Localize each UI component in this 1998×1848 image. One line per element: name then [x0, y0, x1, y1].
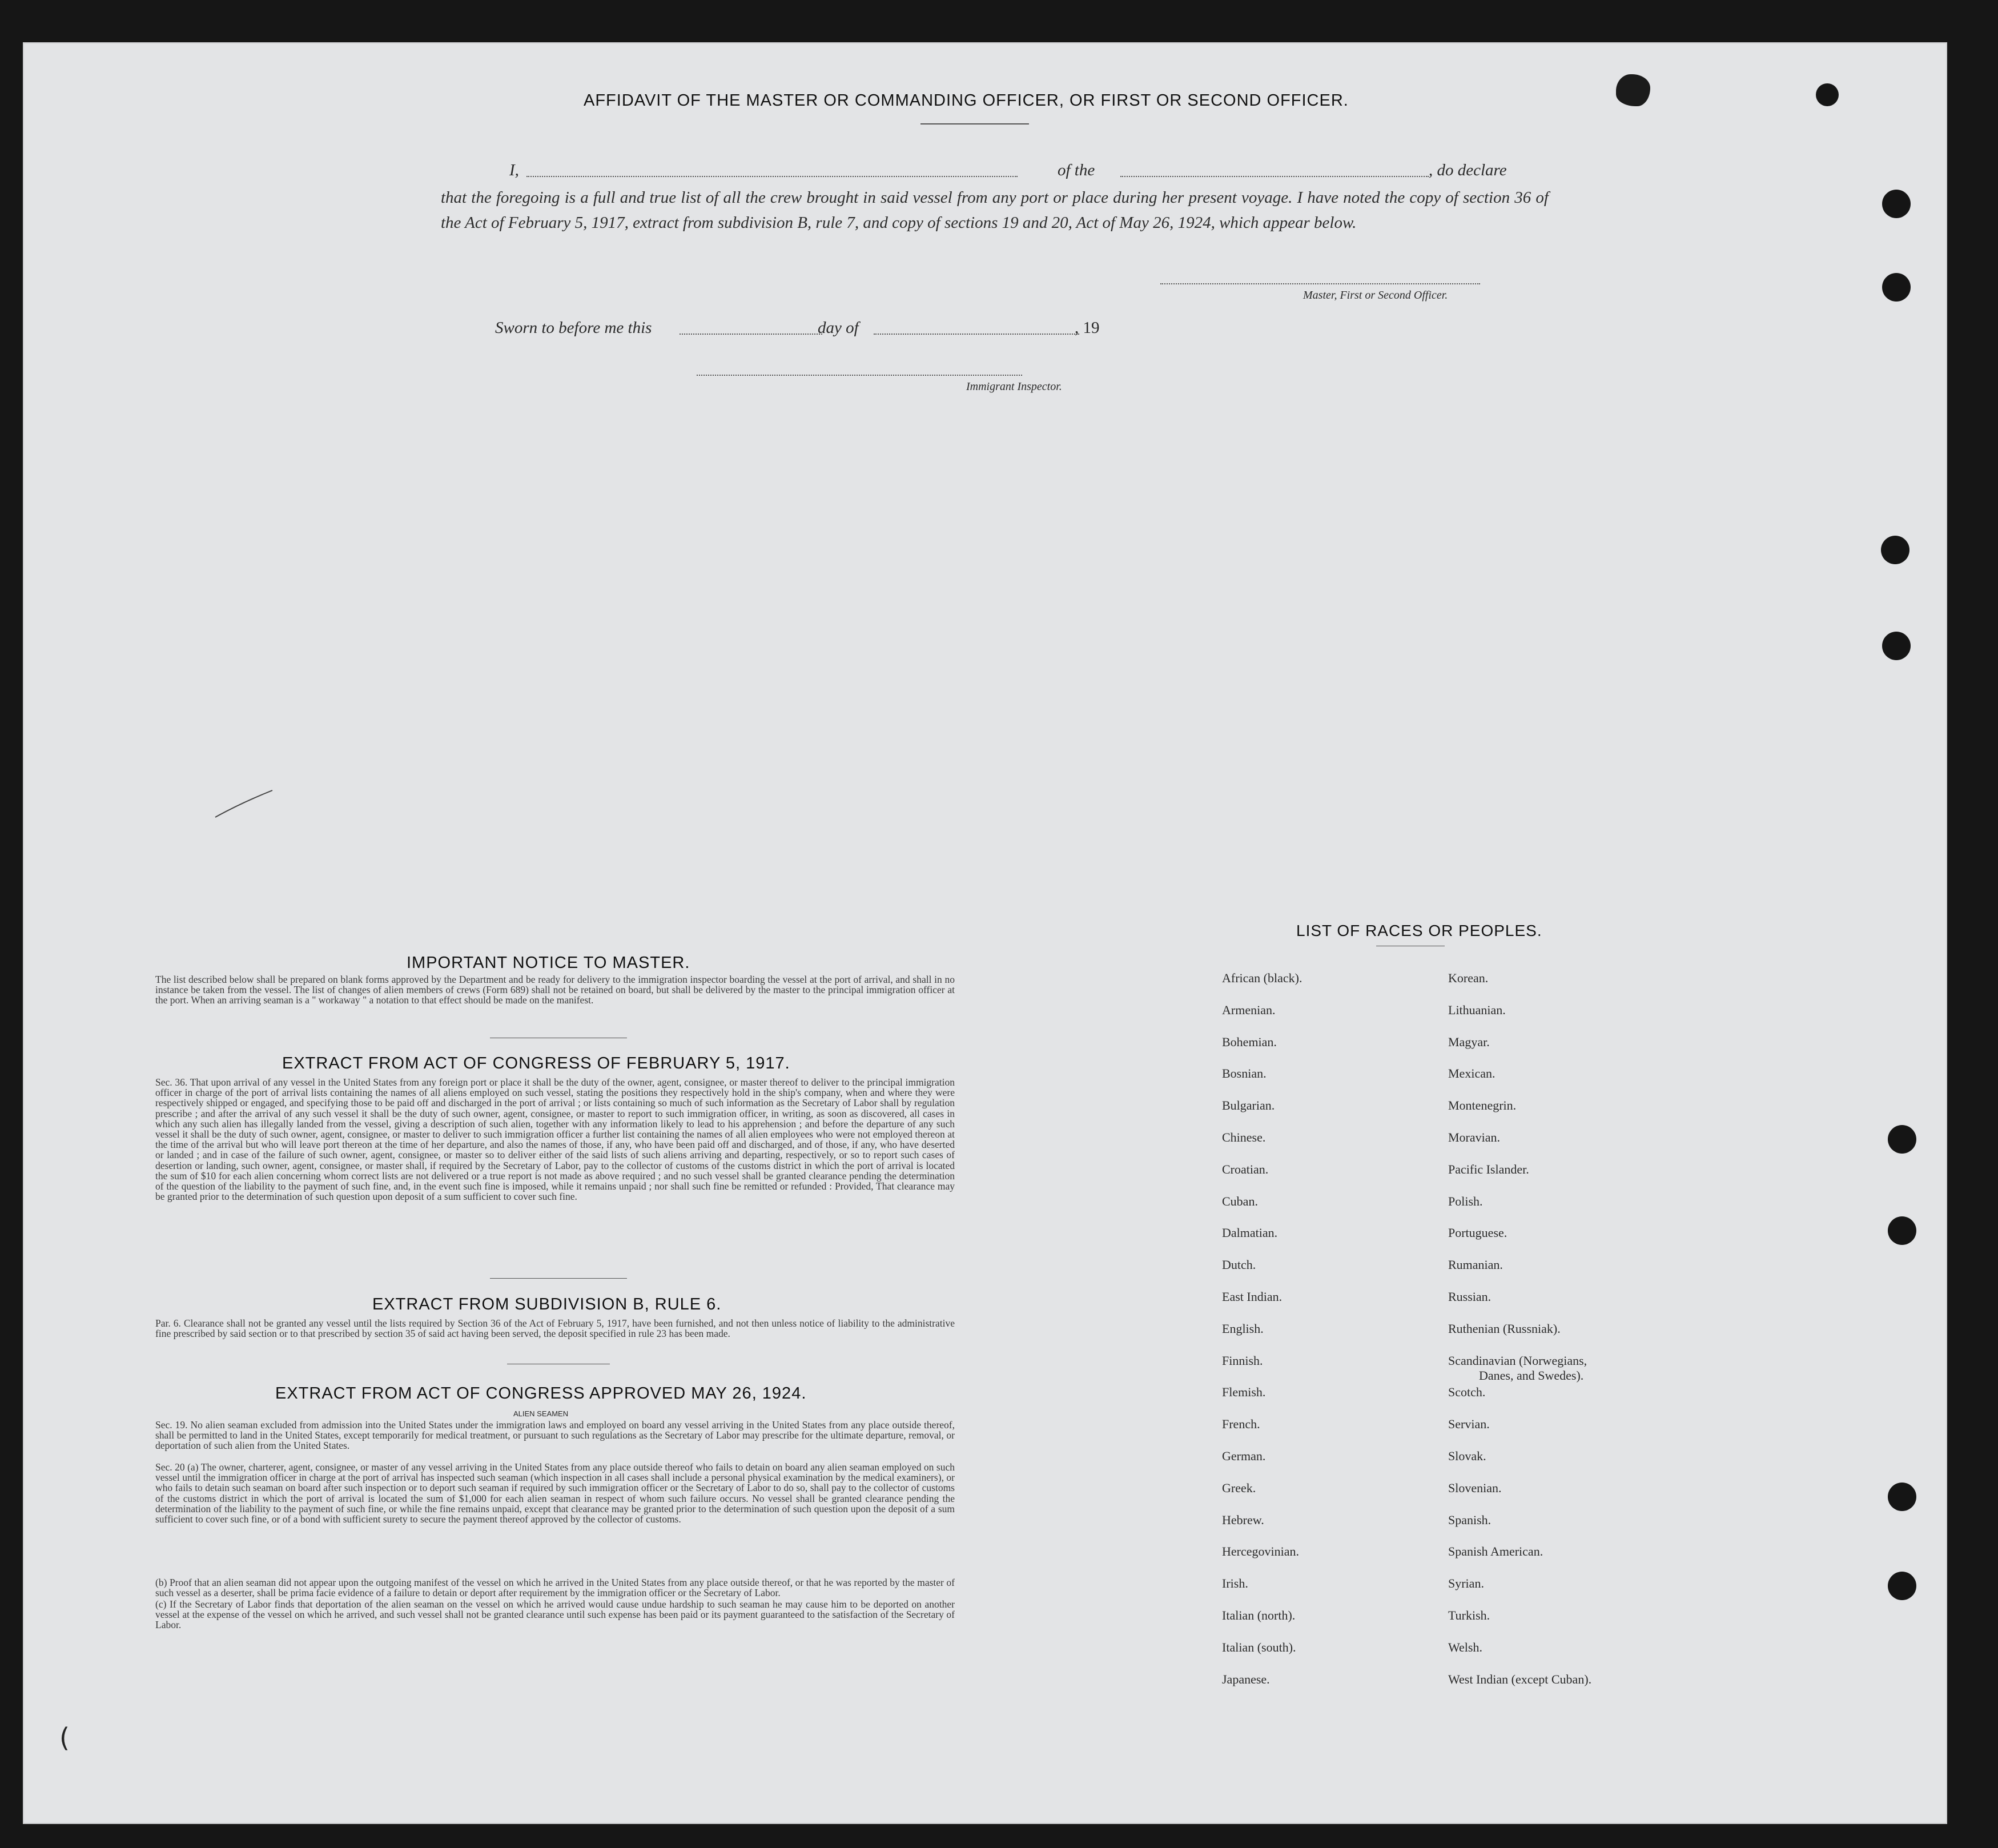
- title-divider: [920, 123, 1029, 124]
- binder-hole: [1888, 1483, 1916, 1511]
- race-item: Irish.: [1222, 1576, 1248, 1590]
- race-item: Scandinavian (Norwegians,: [1448, 1353, 1587, 1368]
- ink-blot: [1616, 74, 1650, 106]
- race-item: Montenegrin.: [1448, 1098, 1517, 1112]
- race-item: Mexican.: [1448, 1066, 1496, 1080]
- race-item: Scotch.: [1448, 1385, 1486, 1399]
- sec19-text: Sec. 19. No alien seaman excluded from admission into the United States under the immigration laws and employed on board any vessel arriving in the United States from any place outside thereof, shall be permitted to land in the United States, except temporarily for medical treatment, or pursuant to such regulations as the Secretary of Labor may prescribe for the ultimate departure, removal, or deportation of such alien from the United States.: [155, 1419, 955, 1452]
- signature-label: Master, First or Second Officer.: [1303, 289, 1448, 302]
- declarant-line: [509, 161, 519, 180]
- alien-seamen-subtitle: ALIEN SEAMEN: [513, 1409, 569, 1418]
- race-item: African (black).: [1222, 971, 1302, 985]
- binder-hole: [1882, 273, 1911, 302]
- extract-1917-body: Sec. 36. That upon arrival of any vessel in the United States from any foreign port or place it shall be the duty of the owner, agent, consignee, or master thereof to deliver to the principal immigration officer in charge of the port of arrival lists containing the names of all aliens employed on such vessel, stating the positions they respectively hold in the ship's company, when and where they were respectively shipped or engaged, and specifying those to be paid off and discharged in the port of arrival ; or lists containing so much of such information as the Secretary of Labor shall by regulation prescribe ; and after the arrival of any such vessel it shall be the duty of such owner, agent, consignee, or master to report to such immigration officer, in writing, as soon as discovered, all cases in which any such alien has illegally landed from the vessel, giving a description of such alien, together with any information likely to lead to his apprehension ; and before the departure of any such vessel it shall be the duty of such owner, agent, consignee, or master to deliver to such immigration officer a further list containing the names of all alien employees who were not employed thereon at the time of the arrival but who will leave port thereon at the time of her departure, and also the names of those, if any, who have been paid off and discharged, and of those, if any, who have deserted or landed ; and in case of the failure of such owner, agent, consignee, or master so to deliver either of the said lists of such aliens arriving and departing, respectively, or so to report such cases of desertion or landing, such owner, agent, consignee, or master shall, if required by the Secretary of Labor, pay to the collector of customs of the customs district in which the port of arrival is located the sum of $10 for each alien concerning whom correct lists are not delivered or a true report is not made as above required ; and no such vessel shall be granted clearance pending the determination of the question of the liability to the payment of such fine, and, in the event such fine is imposed, while it remains unpaid ; nor shall such fine be remitted or refunded : Provided, That clearance may be granted prior to the determination of such question upon deposit of a sum sufficient to cover such fine.: [155, 1076, 955, 1203]
- race-item: Armenian.: [1222, 1003, 1276, 1017]
- race-item: Lithuanian.: [1448, 1003, 1506, 1017]
- extract-1917-divider: [490, 1278, 627, 1279]
- day-of-label: day of: [818, 319, 859, 337]
- race-item: Hercegovinian.: [1222, 1544, 1299, 1558]
- sworn-label: Sworn to before me this: [495, 319, 652, 337]
- inspector-label: Immigrant Inspector.: [966, 380, 1062, 393]
- race-item: Welsh.: [1448, 1640, 1482, 1654]
- race-item: Japanese.: [1222, 1672, 1270, 1686]
- scandinavian-continuation: Danes, and Swedes).: [1479, 1368, 1584, 1383]
- race-item: Cuban.: [1222, 1194, 1258, 1208]
- extract-1917-title: EXTRACT FROM ACT OF CONGRESS OF FEBRUARY 5, 1917.: [282, 1054, 790, 1072]
- pen-stroke-mark: [212, 786, 275, 820]
- document-page: [23, 42, 1947, 1824]
- race-item: Spanish American.: [1448, 1544, 1543, 1558]
- binder-hole: [1888, 1572, 1916, 1600]
- extract-rule6-title: EXTRACT FROM SUBDIVISION B, RULE 6.: [372, 1295, 722, 1313]
- binder-hole: [1882, 632, 1911, 660]
- sec20a-text: Sec. 20 (a) The owner, charterer, agent, consignee, or master of any vessel arriving in the United States from any place outside thereof who fails to detain on board any alien seaman employed on such vessel until the immigration officer in charge at the port of arrival has inspected such seaman (which inspection in all cases shall include a personal physical examination by the medical examiners), or who fails to detain such seaman on board after such inspection or to deport such seaman if required by such immigration officer or the Secretary of Labor to do so, shall pay to the collector of customs of the customs district in which the port of arrival is located the sum of $1,000 for each alien seaman in respect of whom such failure occurs. No vessel shall be granted clearance pending the determination of the liability to the payment of such fine, or while the fine remains unpaid, except that clearance may be granted prior to the determination of such question upon the deposit of a sum sufficient to cover such fine, or of a bond with sufficient surety to secure the payment thereof approved by the collector of customs.: [155, 1461, 955, 1525]
- race-item: Italian (north).: [1222, 1608, 1296, 1622]
- race-item: Pacific Islander.: [1448, 1162, 1529, 1176]
- year-label: , 19: [1075, 319, 1100, 337]
- race-item: Croatian.: [1222, 1162, 1269, 1176]
- race-item: French.: [1222, 1417, 1260, 1431]
- do-declare-label: , do declare: [1429, 161, 1507, 179]
- race-item: West Indian (except Cuban).: [1448, 1672, 1592, 1686]
- race-item: Spanish.: [1448, 1513, 1492, 1527]
- race-item: Korean.: [1448, 971, 1489, 985]
- race-item: Finnish.: [1222, 1353, 1263, 1368]
- race-item: Flemish.: [1222, 1385, 1266, 1399]
- race-item: Italian (south).: [1222, 1640, 1296, 1654]
- race-item: Portuguese.: [1448, 1226, 1507, 1240]
- sec20b-text: (b) Proof that an alien seaman did not appear upon the outgoing manifest of the vessel on which he arrived in the United States from any place outside thereof, or that he was reported by the master of such vessel as a deserter, shall be prima facie evidence of a failure to detain or deport after requirement by the immigration officer or the Secretary of Labor.: [155, 1577, 955, 1599]
- race-item: Russian.: [1448, 1289, 1492, 1304]
- extract-rule6-body: Par. 6. Clearance shall not be granted any vessel until the lists required by Section 36 of the Act of February 5, 1917, have been furnished, and not then unless notice of liability to the administrative fine prescribed by said section or to that prescribed by section 35 of said act having been served, the deposit specified in rule 23 has been made.: [155, 1317, 955, 1340]
- race-item: Slovak.: [1448, 1449, 1486, 1463]
- sworn-month-blank: [874, 334, 1079, 335]
- race-item: German.: [1222, 1449, 1266, 1463]
- notice-title: IMPORTANT NOTICE TO MASTER.: [407, 954, 690, 972]
- sworn-day-blank: [680, 334, 822, 335]
- sec20c-text: (c) If the Secretary of Labor finds that deportation of the alien seaman on the vessel on which he arrived would cause undue hardship to such seaman he may cause him to be deported on another vessel at the expense of the vessel on which he arrived, and such vessel shall not be granted clearance until such expense has been paid or its payment guaranteed to the satisfaction of the Secretary of Labor.: [155, 1598, 955, 1631]
- notice-body: The list described below shall be prepared on blank forms approved by the Department and be ready for delivery to the immigration inspector boarding the vessel at the port of arrival, and shall in no instance be taken from the vessel. The list of changes of alien members of crews (Form 689) shall not be retained on board, but shall be delivered by the master to the principal immigration officer at the port. When an arriving seaman is a " workaway " a notation to that effect should be made on the manifest.: [155, 974, 955, 1006]
- extract-1924-title: EXTRACT FROM ACT OF CONGRESS APPROVED MAY 26, 1924.: [275, 1384, 807, 1403]
- binder-hole: [1882, 190, 1911, 218]
- race-item: Dutch.: [1222, 1258, 1256, 1272]
- race-item: Rumanian.: [1448, 1258, 1503, 1272]
- binder-hole: [1888, 1216, 1916, 1245]
- race-item: Bohemian.: [1222, 1035, 1277, 1049]
- race-item: Servian.: [1448, 1417, 1490, 1431]
- of-the-label: of the: [1058, 161, 1095, 179]
- race-item: Polish.: [1448, 1194, 1483, 1208]
- race-item: Moravian.: [1448, 1130, 1501, 1144]
- race-item: East Indian.: [1222, 1289, 1283, 1304]
- binder-hole: [1881, 536, 1909, 564]
- race-item: Bulgarian.: [1222, 1098, 1275, 1112]
- binder-hole: [1816, 83, 1839, 106]
- race-item: Syrian.: [1448, 1576, 1484, 1590]
- i-label: I,: [509, 161, 519, 179]
- race-item: Hebrew.: [1222, 1513, 1264, 1527]
- race-item: Ruthenian (Russniak).: [1448, 1321, 1561, 1336]
- races-title: LIST OF RACES OR PEOPLES.: [1296, 922, 1542, 939]
- race-item: Magyar.: [1448, 1035, 1490, 1049]
- race-item: Dalmatian.: [1222, 1226, 1278, 1240]
- race-item: Bosnian.: [1222, 1066, 1267, 1080]
- inspector-signature-blank: [697, 375, 1022, 376]
- declaration-text: that the foregoing is a full and true list of all the crew brought in said vessel from any port or place during her present voyage. I have noted the copy of section 36 of the Act of February 5, 1917, extract from subdivision B, rule 7, and copy of sections 19 and 20, Act of May 26, 1924, which appear below.: [441, 188, 1549, 232]
- race-item: Greek.: [1222, 1481, 1256, 1495]
- binder-hole: [1888, 1125, 1916, 1154]
- race-item: Slovenian.: [1448, 1481, 1502, 1495]
- signature-blank: [1160, 283, 1480, 284]
- corner-mark: (: [59, 1722, 70, 1753]
- declarant-name-blank: [526, 176, 1018, 177]
- race-item: English.: [1222, 1321, 1264, 1336]
- race-item: Chinese.: [1222, 1130, 1266, 1144]
- race-item: Turkish.: [1448, 1608, 1490, 1622]
- affidavit-title: AFFIDAVIT OF THE MASTER OR COMMANDING OFFICER, OR FIRST OR SECOND OFFICER.: [584, 91, 1349, 110]
- vessel-name-blank: [1120, 176, 1429, 177]
